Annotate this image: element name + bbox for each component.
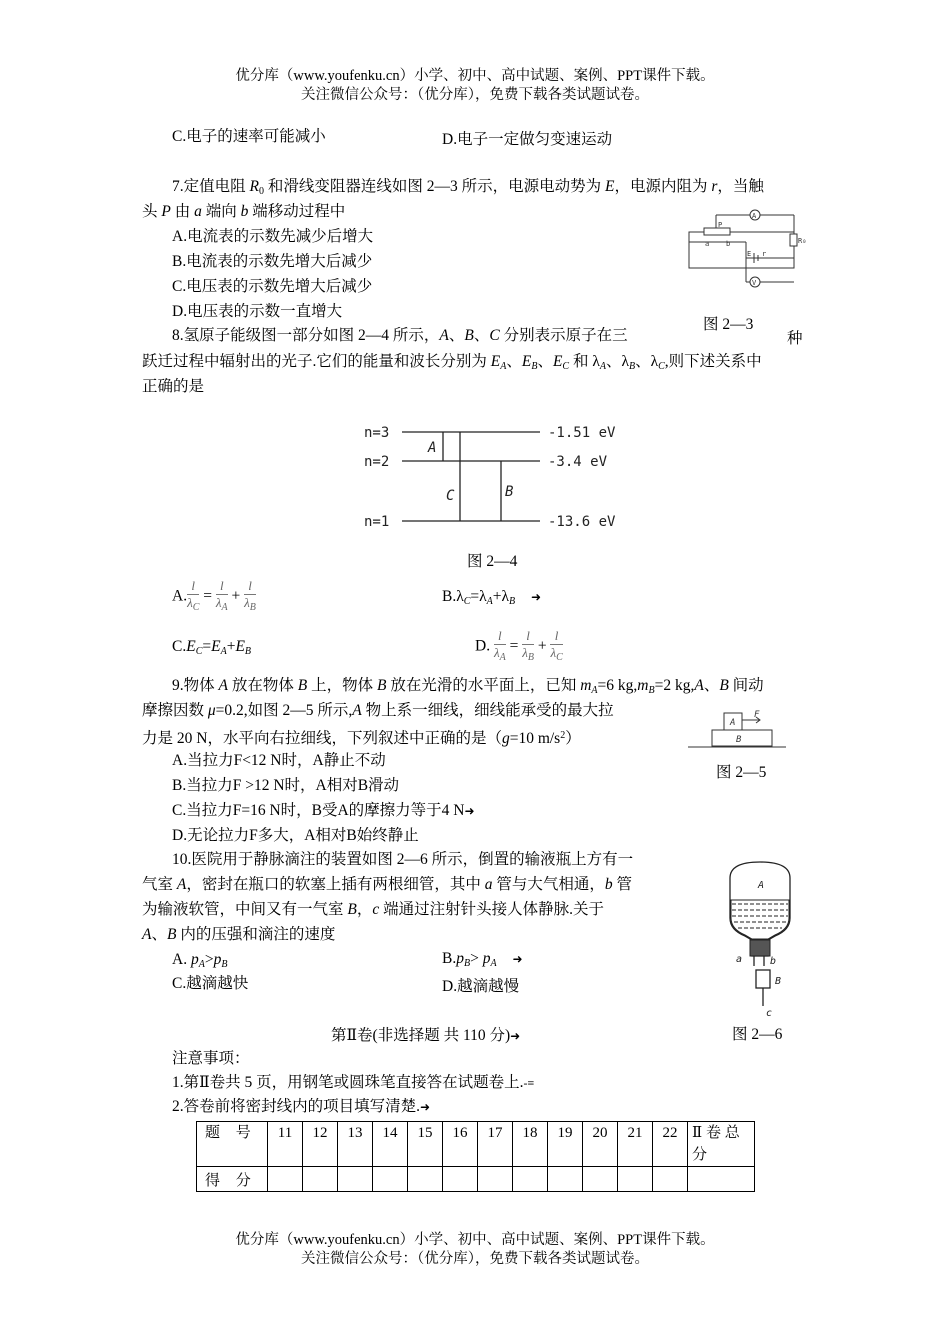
score-table <box>196 1121 755 1192</box>
q8-option-d: D. $\frac{l}{\lambda_A}$ = $\frac{l}{\lambda_B}$ + $\frac{l}{\lambda_C}$ <box>475 628 563 663</box>
q7-option-a: A.电流表的示数先减少后增大 <box>172 228 374 245</box>
header-cell: 16 <box>443 1122 478 1167</box>
q8-stem-line-2: 跃迁过程中辐射出的光子.它们的能量和波长分别为 $E_A$、$E_B$、$E_C$ 和 $\lambda_A$、$\lambda_B$、$\lambda_C$,则下述关系中 <box>142 353 762 372</box>
svg-text:r: r <box>762 250 767 258</box>
footer-line-1: 优分库（www.youfenku.cn）小学、初中、高中试题、案例、PPT课件下载。 <box>235 1232 715 1248</box>
footer-line-2: 关注微信公众号：（优分库），免费下载各类试题试卷。 <box>301 1251 649 1267</box>
svg-text:E: E <box>747 250 752 258</box>
note-1: 1.第Ⅱ卷共 5 页，用钢笔或圆珠笔直接答在试题卷上.-≡ <box>172 1074 535 1091</box>
svg-text:a: a <box>736 954 743 965</box>
svg-text:V: V <box>752 279 757 287</box>
q8-option-b: $B.\lambda_C=\lambda_A+\lambda_B$ ➜ <box>442 588 542 607</box>
q10-stem-line-1: 10.医院用于静脉滴注的装置如图 2—6 所示，倒置的输液瓶上方有一 <box>172 851 634 868</box>
q7-option-b: B.电流表的示数先增大后减少 <box>172 253 373 270</box>
svg-text:A: A <box>730 718 736 728</box>
q9-stem-line-1: 9.物体 A 放在物体 B 上，物体 B 放在光滑的水平面上，已知 $m_A=6$ $kg,m_B=2$ kg,A、B 间动 <box>172 677 764 696</box>
header-cell-total: Ⅱ 卷 总分 <box>688 1122 755 1167</box>
score-input-cell[interactable] <box>443 1167 478 1192</box>
svg-text:b: b <box>770 956 777 967</box>
q8-stem-line-1: 8.氢原子能级图一部分如图 2—4 所示，A、B、C 分别表示原子在三 <box>172 327 628 344</box>
q7-stem-line-1: 7.定值电阻 $R_0$ 和滑线变阻器连线如图 2—3 所示，电源电动势为 E，电源内阻为 r，当触 <box>172 178 764 197</box>
fig-2-6-label: 图 2—6 <box>732 1026 783 1043</box>
q7-stem-line-2: 头 P 由 a 端向 b 端移动过程中 <box>142 203 346 220</box>
circuit-diagram <box>686 200 806 295</box>
level-n2-energy: -3.4 eV <box>548 454 608 470</box>
q9-stem-line-3: 力是 20 N，水平向右拉细线，下列叙述中正确的是（g=10 $m/s^2$） <box>142 730 581 747</box>
q10-option-d: D.越滴越慢 <box>442 978 520 995</box>
transition-c-label: C <box>446 488 455 504</box>
transition-a-label: A <box>428 440 437 456</box>
score-input-cell[interactable] <box>268 1167 303 1192</box>
svg-text:B: B <box>775 976 782 987</box>
fig-2-3-label: 图 2—3 <box>703 316 754 333</box>
q8-option-c: $C.E_C=E_A+E_B$ <box>172 638 252 657</box>
part2-title: 第Ⅱ卷(非选择题 共 110 分)➜ <box>331 1027 521 1044</box>
note-2: 2.答卷前将密封线内的项目填写清楚.➜ <box>172 1098 431 1115</box>
svg-text:A: A <box>758 880 765 891</box>
header-cell: 18 <box>513 1122 548 1167</box>
transition-b-label: B <box>505 484 514 500</box>
score-input-cell[interactable] <box>408 1167 443 1192</box>
header-cell: 21 <box>618 1122 653 1167</box>
level-n1-label: n=1 <box>364 514 390 530</box>
q9-option-b: B.当拉力F >12 N时，A相对B滑动 <box>172 777 400 794</box>
score-input-cell[interactable] <box>548 1167 583 1192</box>
level-n2-label: n=2 <box>364 454 390 470</box>
notes-title: 注意事项： <box>172 1050 250 1067</box>
q9-option-c-text: C.当拉力F=16 N时，B受A的摩擦力等于4 N <box>172 802 465 819</box>
header-cell: 20 <box>583 1122 618 1167</box>
score-input-cell[interactable] <box>303 1167 338 1192</box>
svg-text:b: b <box>726 240 731 248</box>
q10-stem-line-2: 气室 A，密封在瓶口的软塞上插有两根细管，其中 a 管与大气相通，b 管 <box>142 876 633 893</box>
q7-option-d: D.电压表的示数一直增大 <box>172 303 343 320</box>
level-n3-energy: -1.51 eV <box>548 425 616 441</box>
score-table-header-row <box>197 1122 755 1167</box>
svg-text:F: F <box>754 710 760 720</box>
score-row-label: 得 分 <box>197 1167 268 1192</box>
header-cell: 14 <box>373 1122 408 1167</box>
score-input-cell[interactable] <box>478 1167 513 1192</box>
energy-level-diagram <box>360 416 630 534</box>
fig-2-5-label: 图 2—5 <box>716 764 767 781</box>
svg-text:B: B <box>736 735 742 745</box>
header-cell-label: 题 号 <box>197 1122 268 1167</box>
score-input-cell[interactable] <box>338 1167 373 1192</box>
header-cell: 15 <box>408 1122 443 1167</box>
score-input-cell[interactable] <box>618 1167 653 1192</box>
q10-stem-line-4: A、B 内的压强和滴注的速度 <box>142 926 336 943</box>
header-cell: 11 <box>268 1122 303 1167</box>
header-cell: 12 <box>303 1122 338 1167</box>
svg-text:a: a <box>705 240 710 248</box>
q6-option-d: D.电子一定做匀变速运动 <box>442 131 613 148</box>
svg-text:P: P <box>718 221 723 229</box>
score-input-cell[interactable] <box>513 1167 548 1192</box>
svg-text:A: A <box>752 212 757 220</box>
part2-title-text: 第Ⅱ卷(非选择题 共 110 分) <box>331 1027 511 1044</box>
q9-option-c: C.当拉力F=16 N时，B受A的摩擦力等于4 N➜ <box>172 802 475 819</box>
note-2-text: 2.答卷前将密封线内的项目填写清楚. <box>172 1098 421 1115</box>
infusion-bottle-diagram <box>720 858 800 1018</box>
level-n3-label: n=3 <box>364 425 390 441</box>
note-1-text: 1.第Ⅱ卷共 5 页，用钢笔或圆珠笔直接答在试题卷上. <box>172 1074 524 1091</box>
score-input-cell[interactable] <box>688 1167 755 1192</box>
header-cell: 22 <box>653 1122 688 1167</box>
svg-text:c: c <box>766 1008 773 1019</box>
score-input-cell[interactable] <box>583 1167 618 1192</box>
score-input-cell[interactable] <box>653 1167 688 1192</box>
q7-option-c: C.电压表的示数先增大后减少 <box>172 278 373 295</box>
svg-text:R₀: R₀ <box>798 237 807 245</box>
q10-stem-line-3: 为输液软管，中间又有一气室 B，c 端通过注射针头接人体静脉.关于 <box>142 901 605 918</box>
q9-option-d: D.无论拉力F多大，A相对B始终静止 <box>172 827 419 844</box>
blocks-diagram <box>688 708 788 756</box>
header-line-2: 关注微信公众号：（优分库），免费下载各类试题试卷。 <box>301 87 649 103</box>
header-cell: 13 <box>338 1122 373 1167</box>
level-n1-energy: -13.6 eV <box>548 514 616 530</box>
q6-option-c: C.电子的速率可能减小 <box>172 128 326 145</box>
header-cell: 17 <box>478 1122 513 1167</box>
header-cell: 19 <box>548 1122 583 1167</box>
q8-stem-line-3: 正确的是 <box>142 378 205 395</box>
fig-2-4-label: 图 2—4 <box>467 553 518 570</box>
q8-stem-word: 种 <box>787 330 803 347</box>
q10-option-a: A. $p_A>p_B$ <box>172 951 228 970</box>
q9-stem-line-2: 摩擦因数 μ=0.2,如图 2—5 所示,A 物上系一细线，细线能承受的最大拉 <box>142 702 614 719</box>
score-input-cell[interactable] <box>373 1167 408 1192</box>
header-line-1: 优分库（www.youfenku.cn）小学、初中、高中试题、案例、PPT课件下载。 <box>235 68 715 84</box>
q9-option-a: A.当拉力F<12 N时，A静止不动 <box>172 752 386 769</box>
score-table-score-row <box>197 1167 755 1192</box>
q10-option-b: $B.p_B> p_A$ ➜ <box>442 950 523 969</box>
q10-option-c: C.越滴越快 <box>172 975 249 992</box>
q8-option-a: A. $\frac{l}{\lambda_C}$ = $\frac{l}{\lambda_A}$ + $\frac{l}{\lambda_B}$ <box>172 578 256 613</box>
